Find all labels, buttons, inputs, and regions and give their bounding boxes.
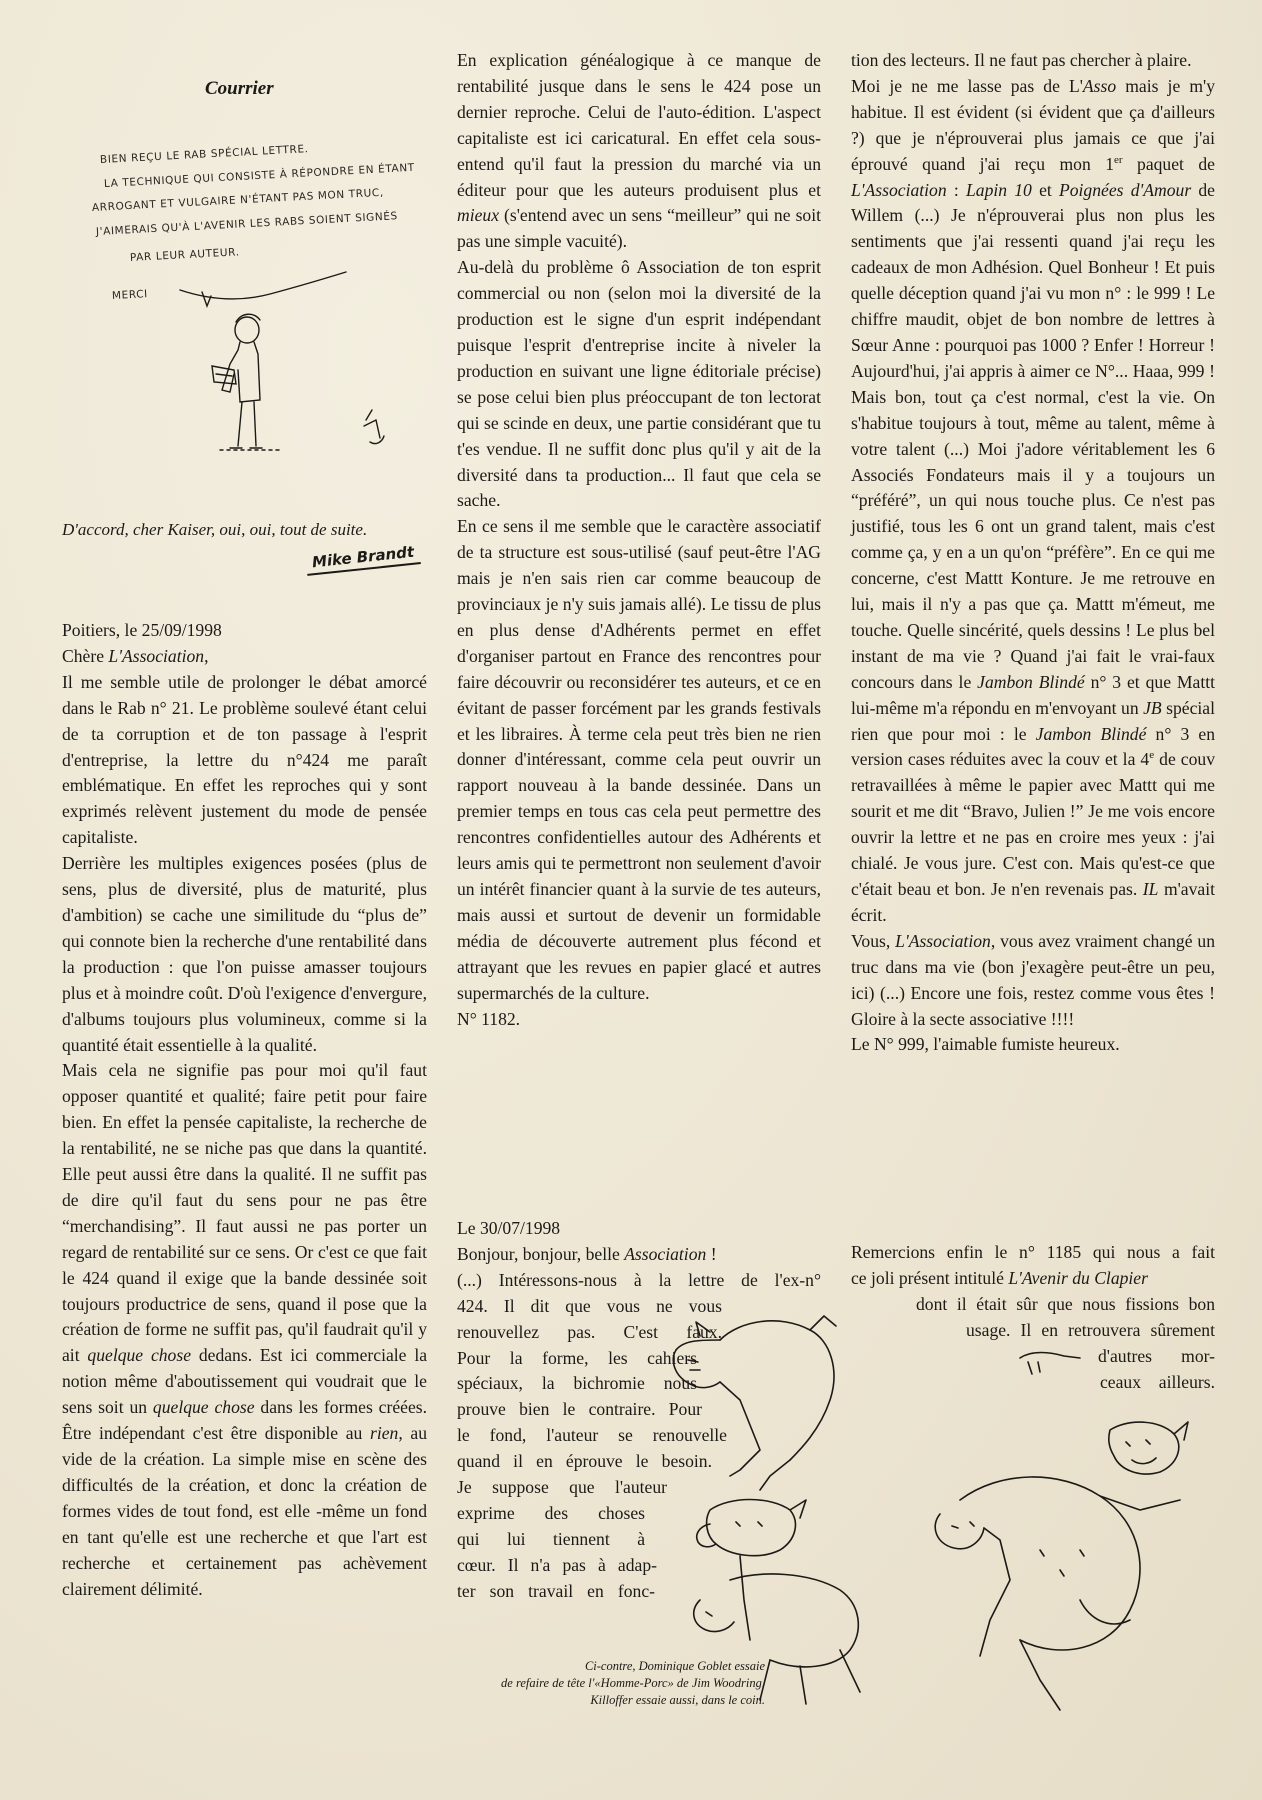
note-line-3: ARROGANT ET VULGAIRE N'ÉTANT PAS MON TRUC,	[91, 186, 385, 214]
letter1-dateline: Poitiers, le 25/09/1998	[62, 620, 222, 640]
page-title: Courrier	[205, 78, 274, 99]
letter2-line-7: le fond, l'auteur se renouvelle	[457, 1425, 727, 1446]
note-line-4: J'AIMERAIS QU'À L'AVENIR LES RABS SOIENT SIGNÉS	[95, 210, 399, 238]
illustration-caption	[420, 1658, 765, 1709]
letter1-paragraph-1: Il me semble utile de prolonger le débat amorcé dans le Rab n° 21. Le problème soulevé étant celui de ta corruption et de ton passage à l'esprit d'entreprise, la lettre du n°424 me paraît emblématique. En effet les reproches qui y sont exprimés relèvent justement du mode de pensée capitaliste.	[62, 671, 427, 848]
reply-caption: D'accord, cher Kaiser, oui, oui, tout de suite.	[62, 520, 368, 539]
letter2-line-1: (...) Intéressons-nous à la lettre de l'ex-n°	[457, 1269, 821, 1290]
note-merci: MERCI	[111, 288, 149, 302]
thanks-line-5: d'autres mor-	[1098, 1346, 1215, 1366]
letter2-line-13: ter son travail en fonc-	[457, 1580, 655, 1601]
thanks-line-1: Remercions enfin le n° 1185 qui nous a fait	[851, 1242, 1215, 1262]
letter2-line-2: 424. Il dit que vous ne vous	[457, 1295, 722, 1316]
thanks-line-6: ceaux ailleurs.	[1100, 1372, 1215, 1392]
letter2-line-12: cœur. Il n'a pas à adap-	[457, 1554, 657, 1575]
thanks-line-2: ce joli présent intitulé L'Avenir du Clapier	[851, 1268, 1148, 1288]
letter1-paragraph-5: Au-delà du problème ô Association de ton esprit commercial ou non (selon moi la diversité de la production est le signe d'un esprit indépendant puisque l'esprit d'entreprise incite à niveler la production en suivant une ligne éditoriale précise) se pose celui bien plus préoccupant de ton lectorat qui se scinde en deux, une partie considérant que tu t'es vendue. Il ne suffit donc plus qu'il y ait de la diversité dans ta production... Il faut que cela se sache.	[457, 257, 821, 511]
letter2-line-9: Je suppose que l'auteur	[457, 1477, 667, 1498]
letter1-greeting: Chère L'Association,	[62, 645, 209, 666]
letter1-paragraph-4: En explication généalogique à ce manque de rentabilité jusque dans le sens le 424 pose un dernier reproche. Celui de l'auto-édition. L'aspect capitaliste est ici caricatural. En effet cela sous-entend qu'il faut la pression du marché via un éditeur pour que les auteurs produisent plus et mieux (s'entend avec un sens “meilleur” qui ne soit pas une simple vacuité).	[457, 50, 821, 252]
letter2-line-4: Pour la forme, les cahiers	[457, 1347, 697, 1368]
illustration-caption-line-2: de refaire de tête l'«Homme-Porc» de Jim Woodring.	[501, 1676, 765, 1690]
letter1-paragraph-6: En ce sens il me semble que le caractère associatif de ta structure est sous-utilisé (sauf peut-être l'AG mais je n'en sais rien car comme beaucoup de provinciaux je n'y suis jamais allé). Le tissu de plus en plus dense d'Adhérents permet en effet d'organiser partout en France des rencontres pour faire découvrir ou reconsidérer tes auteurs, et ce en évitant de passer forcément par les grands festivals et les libraires. À terme cela peut très bien ne rien donner d'intéressant, comme cela peut ouvrir un rapport nouveau à la bande dessinée. Dans un premier temps en tous cas cela peut permettre des rencontres confidentielles autour des Adhérents et leurs amis qui te permettront non seulement d'avoir un intérêt financier quant à la survie de tes auteurs, mais aussi et surtout de devenir un formidable média de découverte autrement plus fécond et attrayant que les revues en papier glacé et autres supermarchés de la culture.	[457, 516, 821, 1003]
letter2-line-11: qui lui tiennent à	[457, 1528, 645, 1549]
illustration-caption-line-3: Killoffer essaie aussi, dans le coin.	[590, 1693, 765, 1707]
letter2-paragraph-a: tion des lecteurs. Il ne faut pas chercher à plaire.	[851, 50, 1192, 70]
reply-signature: Mike Brandt	[305, 542, 421, 576]
note-line-5: PAR LEUR AUTEUR.	[129, 246, 240, 264]
letter2-line-6: prouve bien le contraire. Pour	[457, 1399, 702, 1420]
letter2-line-8: quand il en éprouve le besoin.	[457, 1451, 712, 1472]
letter2-dateline: Le 30/07/1998	[457, 1218, 561, 1238]
pig-men-drawing-icon	[640, 1300, 1240, 1720]
illustration-caption-line-1: Ci-contre, Dominique Goblet essaie	[584, 1659, 765, 1673]
letter2-line-5: spéciaux, la bichromie nous	[457, 1373, 697, 1394]
letter2-greeting: Bonjour, bonjour, belle Association !	[457, 1243, 717, 1264]
column-1	[62, 618, 427, 1602]
note-line-1: BIEN REÇU LE RAB SPÉCIAL LETTRE.	[99, 143, 309, 166]
note-line-2: LA TECHNIQUE QUI CONSISTE À RÉPONDRE EN ÉTANT	[103, 161, 416, 190]
letter1-paragraph-2: Derrière les multiples exigences posées (plus de sens, plus de diversité, plus de maturité, plus d'ambition) se cache une similitude du “plus de” qui connote bien la recherche d'une rentabilité dans la production : que l'on puisse amasser toujours plus et à moindre coût. D'où l'exigence d'envergure, d'albums toujours plus volumineux, comme si la quantité était essentielle à la qualité.	[62, 853, 427, 1055]
cartoon-man-reading-icon	[150, 270, 410, 480]
letter1-signature: N° 1182.	[457, 1008, 521, 1029]
letter2-paragraph-b: Moi je ne me lasse pas de L'Asso mais je m'y habitue. Il est évident (si évident que ça d'ailleurs ?) que je n'éprouverai plus jamais ce que j'ai éprouvé quand j'ai reçu mon 1er paquet de L'Association : Lapin 10 et Poignées d'Amour de Willem (...) Je n'éprouverai plus non plus les sentiments que j'ai ressenti quand j'ai reçu les cadeaux de mon Adhésion. Quel Bonheur ! Et puis quelle déception quand j'ai vu mon n° : le 999 ! Le chiffre maudit, objet de bon nombre de lettres à Sœur Anne : pourquoi pas 1000 ? Enfer ! Horreur ! Aujourd'hui, j'ai appris à aimer ce N°... Haaa, 999 ! Mais bon, tout ça c'est normal, c'est la vie. On s'habitue toujours à tout, même au talent, même à votre talent (...) Moi j'adore véritablement les 6 Associés Fondateurs mais il y a toujours un “préféré”, un qui nous touche plus. Ce n'est pas justifié, tous les 6 ont un grand talent, mais c'est comme ça, y en a un qu'on “préfère”. En ce qui me concerne, c'est Mattt Konture. Je me retrouve en lui, mais il n'y a pas que ça. Mattt m'émeut, me touche. Quelle sincérité, quels dessins ! Le plus bel instant de ma vie ? Quand j'ai fait le vrai-faux concours dans le Jambon Blindé n° 3 et que Mattt lui-même m'a répondu en m'envoyant un JB spécial rien que pour moi : le Jambon Blindé n° 3 en version cases réduites avec la couv et la 4e de couv retravaillées à même le papier avec Mattt qui me sourit et me dit “Bravo, Julien !” Je me vois encore ouvrir la lettre et ne pas en croire mes yeux : j'ai chialé. Je vous jure. C'est con. Mais qu'est-ce que c'était beau et bon. Je n'en revenais pas. IL m'avait écrit.	[851, 75, 1216, 925]
column-2	[457, 48, 821, 1032]
letter2-line-3: renouvellez pas. C'est faux.	[457, 1321, 722, 1342]
letter2-line-10: exprime des choses	[457, 1502, 645, 1523]
column-3	[851, 48, 1215, 1058]
letter1-paragraph-3: Mais cela ne signifie pas pour moi qu'il faut opposer quantité et qualité; faire petit pour faire bien. En effet la pensée capitaliste, la recherche de la rentabilité, ne se niche pas que dans la quantité. Elle peut aussi être dans la qualité. Il ne suffit pas de dire qu'il faut du sens pour ne pas être “merchandising”. Il faut aussi ne pas porter un regard de rentabilité sur ce sens. Or c'est ce que fait le 424 quand il exige que la bande dessinée soit toujours productrice de sens, quand il pose que la création de forme ne suffit pas, qu'il faudrait qu'il y ait quelque chose dedans. Est ici commerciale la notion même d'aboutissement qui voudrait que le sens soit un quelque chose dans les formes créées. Être indépendant c'est être disponible au rien, au vide de la création. La simple mise en scène des difficultés de la création, et donc la création de formes vides de tout fond, est elle -même un fond en tant qu'elle est une recherche et que l'art est recherche et certainement pas achèvement clairement délimité.	[62, 1060, 428, 1599]
letter2-signature: Le N° 999, l'aimable fumiste heureux.	[851, 1034, 1120, 1055]
thanks-line-4: usage. Il en retrouvera sûrement	[966, 1320, 1215, 1340]
thanks-line-3: dont il était sûr que nous fissions bon	[916, 1294, 1215, 1314]
letter2-paragraph-c: Vous, L'Association, vous avez vraiment changé un truc dans ma vie (bon j'exagère peut-être un peu, ici) (...) Encore une fois, restez comme vous êtes ! Gloire à la secte associative !!!!	[851, 930, 1215, 1029]
